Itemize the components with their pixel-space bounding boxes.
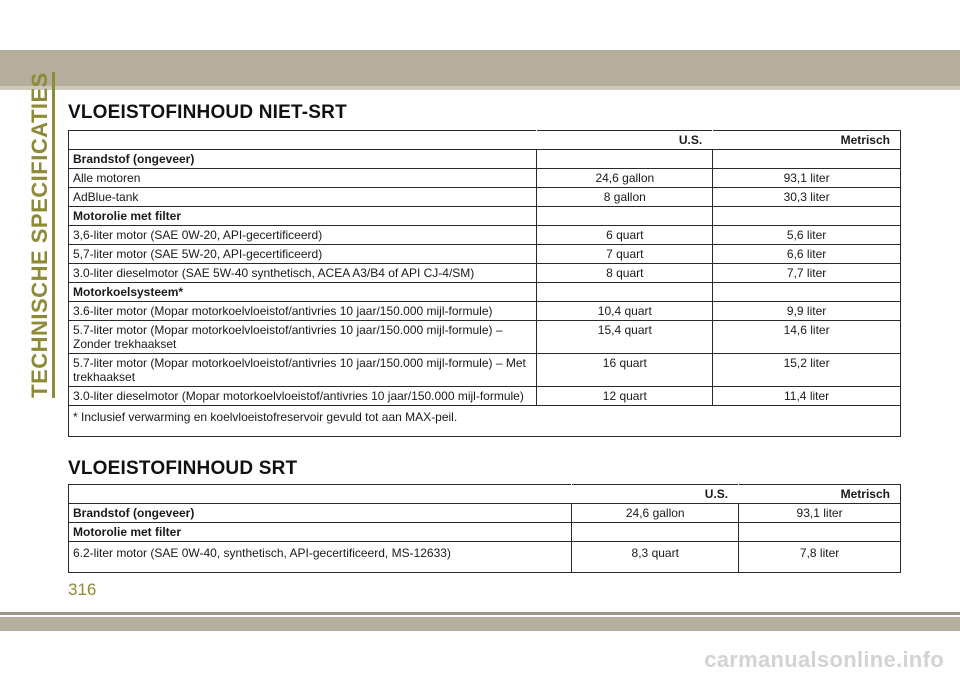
row-us: 16 quart: [537, 354, 713, 387]
header-us: U.S.: [572, 485, 739, 504]
row-us: [537, 207, 713, 226]
row-label: 5.7-liter motor (Mopar motorkoelvloeistof/antivries 10 jaar/150.000 mijl-formule) – Met trekhaakset: [69, 354, 537, 387]
table-row-category: [69, 523, 901, 542]
row-us: 24,6 gallon: [537, 169, 713, 188]
header-us: U.S.: [537, 131, 713, 150]
row-metric: 5,6 liter: [713, 226, 901, 245]
row-us: [537, 150, 713, 169]
row-us: 24,6 gallon: [572, 504, 739, 523]
table-row: [69, 302, 901, 321]
row-metric: [713, 207, 901, 226]
table-row: [69, 169, 901, 188]
side-section-label: [26, 72, 54, 398]
row-label: 3,6-liter motor (SAE 0W-20, API-gecertificeerd): [69, 226, 537, 245]
row-label: Motorkoelsysteem*: [69, 283, 537, 302]
header-blank-cell: [69, 131, 537, 150]
footer-rule: [0, 612, 960, 615]
row-us: 8 quart: [537, 264, 713, 283]
table-row: [69, 226, 901, 245]
row-label: 6.2-liter motor (SAE 0W-40, synthetisch, API-gecertificeerd, MS-12633): [69, 542, 572, 573]
row-metric: 93,1 liter: [713, 169, 901, 188]
header-metric: Metrisch: [739, 485, 901, 504]
row-us: 8 gallon: [537, 188, 713, 207]
row-metric: 7,7 liter: [713, 264, 901, 283]
row-metric: 6,6 liter: [713, 245, 901, 264]
row-us: 15,4 quart: [537, 321, 713, 354]
row-us: 10,4 quart: [537, 302, 713, 321]
row-us: 8,3 quart: [572, 542, 739, 573]
watermark: carmanualsonline.info: [704, 647, 944, 672]
footer-bar: [0, 617, 960, 631]
table-row: [69, 264, 901, 283]
table-row: [69, 321, 901, 354]
table-row-category: [69, 283, 901, 302]
table-row: [69, 354, 901, 387]
header-blank-cell: [69, 485, 572, 504]
table-header-row: [69, 485, 901, 504]
table-srt: [68, 484, 901, 573]
row-label: Brandstof (ongeveer): [69, 504, 572, 523]
row-us: 7 quart: [537, 245, 713, 264]
section-title-niet-srt: VLOEISTOFINHOUD NIET-SRT: [68, 102, 347, 123]
header-metric: Metrisch: [713, 131, 901, 150]
header-rule: [0, 86, 960, 90]
row-metric: 14,6 liter: [713, 321, 901, 354]
top-margin: [0, 0, 960, 50]
row-label: 3.6-liter motor (Mopar motorkoelvloeistof/antivries 10 jaar/150.000 mijl-formule): [69, 302, 537, 321]
table-niet-srt: [68, 130, 901, 437]
row-metric: [713, 150, 901, 169]
row-label: 5.7-liter motor (Mopar motorkoelvloeistof/antivries 10 jaar/150.000 mijl-formule) – Zonder trekhaakset: [69, 321, 537, 354]
row-label: 5,7-liter motor (SAE 5W-20, API-gecertificeerd): [69, 245, 537, 264]
row-label: Alle motoren: [69, 169, 537, 188]
row-metric: 30,3 liter: [713, 188, 901, 207]
row-us: [537, 283, 713, 302]
row-label: 3.0-liter dieselmotor (Mopar motorkoelvloeistof/antivries 10 jaar/150.000 mijl-formule): [69, 387, 537, 406]
row-us: 6 quart: [537, 226, 713, 245]
header-bar: [0, 50, 960, 86]
table-row-category: [69, 504, 901, 523]
table-row: [69, 245, 901, 264]
table-row: [69, 542, 901, 573]
row-label: Motorolie met filter: [69, 207, 537, 226]
row-us: 12 quart: [537, 387, 713, 406]
side-section-label-text: TECHNISCHE SPECIFICATIES: [27, 72, 52, 398]
page-number: 316: [68, 580, 97, 599]
table-row-category: [69, 150, 901, 169]
row-label: 3.0-liter dieselmotor (SAE 5W-40 synthetisch, ACEA A3/B4 of API CJ-4/SM): [69, 264, 537, 283]
row-metric: 11,4 liter: [713, 387, 901, 406]
table-row: [69, 188, 901, 207]
row-us: [572, 523, 739, 542]
row-metric: 9,9 liter: [713, 302, 901, 321]
row-label: AdBlue-tank: [69, 188, 537, 207]
row-metric: 93,1 liter: [739, 504, 901, 523]
row-metric: [713, 283, 901, 302]
footnote: * Inclusief verwarming en koelvloeistofreservoir gevuld tot aan MAX-peil.: [69, 406, 901, 437]
row-metric: 15,2 liter: [713, 354, 901, 387]
section-title-srt: VLOEISTOFINHOUD SRT: [68, 458, 298, 479]
table-footnote-row: [69, 406, 901, 437]
row-metric: [739, 523, 901, 542]
row-label: Motorolie met filter: [69, 523, 572, 542]
table-header-row: [69, 131, 901, 150]
table-row-category: [69, 207, 901, 226]
row-label: Brandstof (ongeveer): [69, 150, 537, 169]
row-metric: 7,8 liter: [739, 542, 901, 573]
table-row: [69, 387, 901, 406]
